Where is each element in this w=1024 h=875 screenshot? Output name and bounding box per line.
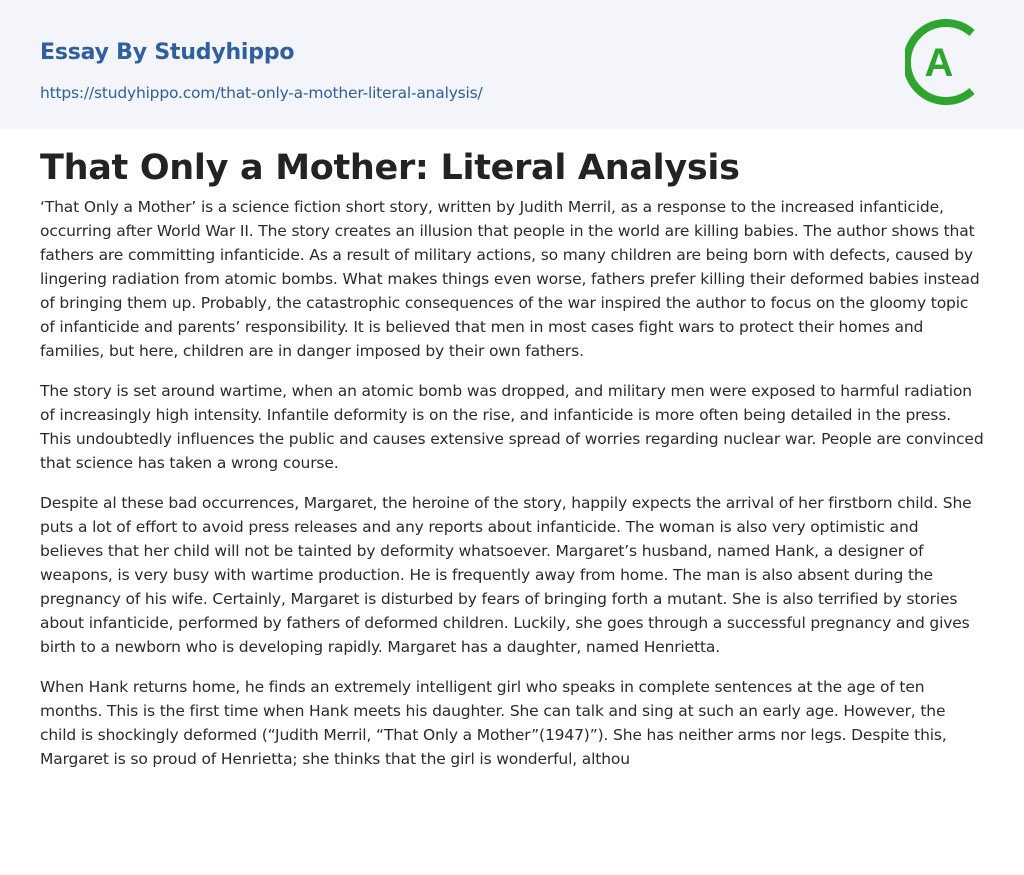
logo-icon[interactable]: [905, 18, 989, 106]
brand-title[interactable]: Essay By Studyhippo: [40, 40, 295, 65]
essay-content: [40, 145, 984, 787]
essay-paragraph-1: ‘That Only a Mother’ is a science fiction short story, written by Judith Merril, as a response to the increased infanticide, occurring after World War II. The story creates an illusion that people in the world are killing babies. The author shows that fathers are committing infanticide. As a result of military actions, so many children are being born with defects, caused by lingering radiation from atomic bombs. What makes things even worse, fathers prefer killing their deformed babies instead of bringing them up. Probably, the catastrophic consequences of the war inspired the author to focus on the gloomy topic of infanticide and parents’ responsibility. It is believed that men in most cases fight wars to protect their homes and families, but here, children are in danger imposed by their own fathers.: [40, 198, 980, 360]
essay-paragraph-4: When Hank returns home, he finds an extremely intelligent girl who speaks in complete sentences at the age of ten months. This is the first time when Hank meets his daughter. She can talk and sing at such an early age. However, the child is shockingly deformed (“Judith Merril, “That Only a Mother”(1947)”). She has neither arms nor legs. Despite this, Margaret is so proud of Henrietta; she thinks that the girl is wonderful, althou: [40, 678, 947, 768]
essay-title: That Only a Mother: Literal Analysis: [40, 148, 740, 188]
source-url-link[interactable]: https://studyhippo.com/that-only-a-mother-literal-analysis/: [40, 84, 483, 102]
logo-letter: A: [924, 41, 954, 85]
essay-paragraph-3: Despite al these bad occurrences, Margaret, the heroine of the story, happily expects the arrival of her firstborn child. She puts a lot of effort to avoid press releases and any reports about infanticide. The woman is also very optimistic and believes that her child will not be tainted by deformity whatsoever. Margaret’s husband, named Hank, a designer of weapons, is very busy with wartime production. He is frequently away from home. The man is also absent during the pregnancy of his wife. Certainly, Margaret is disturbed by fears of bringing forth a mutant. She is also terrified by stories about infanticide, performed by fathers of deformed children. Luckily, she goes through a successful pregnancy and gives birth to a newborn who is developing rapidly. Margaret has a daughter, named Henrietta.: [40, 494, 972, 656]
essay-paragraph-2: The story is set around wartime, when an atomic bomb was dropped, and military men were exposed to harmful radiation of increasingly high intensity. Infantile deformity is on the rise, and infanticide is more often being detailed in the press. This undoubtedly influences the public and causes extensive spread of worries regarding nuclear war. People are convinced that science has taken a wrong course.: [40, 382, 984, 472]
site-header: [0, 0, 1024, 129]
